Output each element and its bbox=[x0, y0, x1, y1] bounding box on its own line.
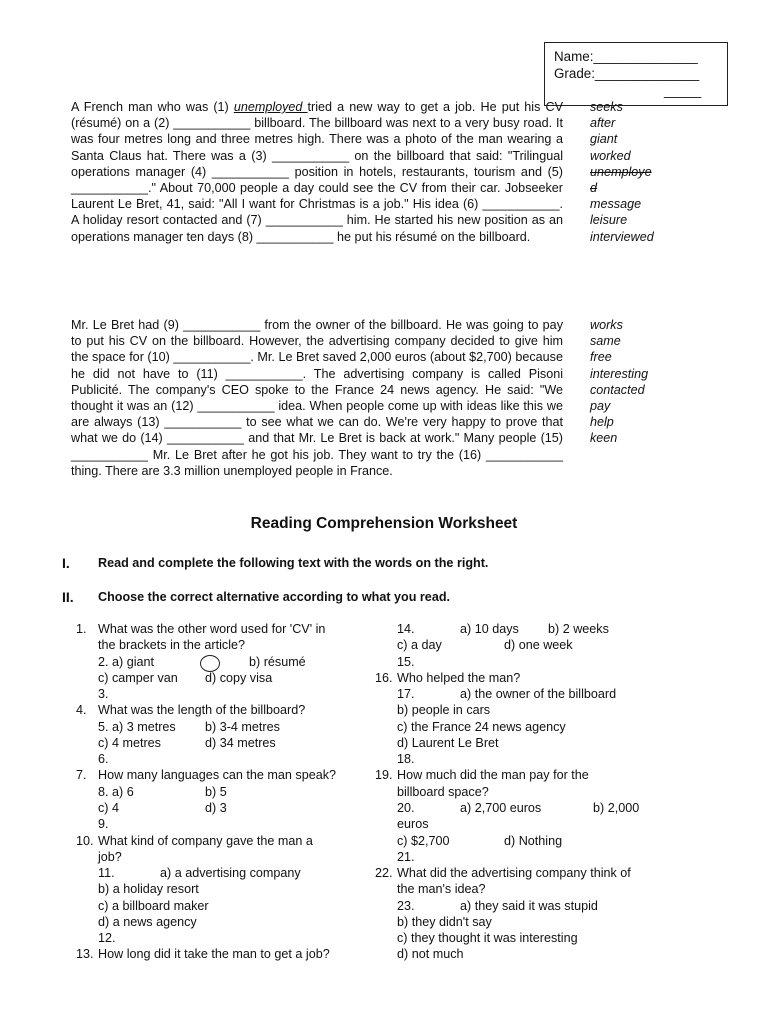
option: c) 4 bbox=[98, 801, 119, 815]
question-number: 13. bbox=[76, 947, 94, 961]
question-number: 18. bbox=[397, 752, 415, 766]
option: b) 2,000 bbox=[593, 801, 640, 815]
option: a) they said it was stupid bbox=[460, 899, 598, 913]
option: b) 5 bbox=[205, 785, 227, 799]
question-number: 22. bbox=[375, 866, 393, 880]
word-list-1-item: leisure bbox=[590, 213, 628, 228]
blank-1-answer: unemployed bbox=[233, 100, 308, 114]
option: c) a billboard maker bbox=[98, 899, 209, 913]
word-list-1-item: seeks bbox=[590, 100, 623, 114]
question-number: 6. bbox=[98, 752, 109, 766]
question-text: job? bbox=[98, 850, 122, 864]
word-list-1-item: message bbox=[590, 197, 642, 212]
question-number: 12. bbox=[98, 931, 116, 945]
option: d) one week bbox=[504, 638, 573, 652]
extra-line: _____ bbox=[664, 83, 702, 98]
passage-2: Mr. Le Bret had (9) ___________ from the owner of the billboard. He was going to pay to put his CV on the billboard. However, the advertising company decided to give him the space for (10) ___________. Mr. Le Bret saved 2,000 euros (about $2,700) because he did not have to (11) ___________. The advertising company is called Pisoni Publicité. The company's CEO spoke to the France 24 news agency. He said: "We thought it was an (12) ___________ idea. When people come up with ideas like this we are always (13) ___________ to see what we can do. We're very happy to prove that what we do (14) ___________ and that Mr. Le Bret is back at work." Many people (15) ___________ Mr. Le Bret after he got his job. They want to try the (16) ___________ thing. There are 3.3 million unemployed people in France. bbox=[71, 318, 563, 478]
passage-1 bbox=[71, 99, 563, 245]
option: euros bbox=[397, 817, 429, 831]
word-list-2-item: pay bbox=[590, 399, 611, 414]
question-number: 15. bbox=[397, 655, 415, 669]
question-text: How many languages can the man speak? bbox=[98, 768, 337, 782]
question-text: What was the other word used for 'CV' in bbox=[98, 622, 326, 636]
section-1-number: I. bbox=[62, 555, 70, 571]
question-text: How long did it take the man to get a job? bbox=[98, 947, 330, 961]
section-2-instruction: Choose the correct alternative according to what you read. bbox=[98, 590, 451, 604]
question-number: 7. bbox=[76, 768, 87, 782]
option: d) 3 bbox=[205, 801, 227, 815]
question-text: How much did the man pay for the bbox=[397, 768, 589, 782]
option: b) 2 weeks bbox=[548, 622, 609, 636]
question-text: the man's idea? bbox=[397, 882, 486, 896]
name-field[interactable]: Name:______________ bbox=[554, 49, 698, 64]
option: c) they thought it was interesting bbox=[397, 931, 578, 945]
option: c) 4 metres bbox=[98, 736, 161, 750]
option: c) $2,700 bbox=[397, 834, 450, 848]
question-number: 14. bbox=[397, 622, 415, 636]
passage-1-pre: A French man who was (1) bbox=[71, 100, 234, 114]
word-list-1-item-crossed: unemploye bbox=[590, 164, 652, 179]
grade-field[interactable]: Grade:______________ bbox=[554, 66, 700, 81]
question-text: billboard space? bbox=[397, 785, 489, 799]
question-number: 21. bbox=[397, 850, 415, 864]
name-grade-box bbox=[544, 42, 728, 106]
word-list-2-item: works bbox=[590, 318, 623, 332]
word-list-2-item: free bbox=[590, 350, 612, 365]
option: c) camper van bbox=[98, 671, 178, 685]
word-list-2-item: help bbox=[590, 415, 614, 430]
passage-1-post: tried a new way to get a job. He put his CV (résumé) on a (2) ___________ billboard. The billboard was next to a very busy road. It was four metres long and three metres high. There was a photo of the man wearing a Santa Claus hat. There was a (3) ___________ on the billboard that said: "Trilingual operations manager (4) ___________ position in hotels, restaurants, tourism and (5) ___________." About 70,000 people a day could see the CV from their car. Jobseeker Laurent Le Bret, 41, said: "All I want for Christmas is a job." His idea (6) ___________. A holiday resort contacted and (7) ___________ him. He started his new position as an operations manager ten days (8) ___________ he put his résumé on the billboard. bbox=[71, 100, 563, 244]
worksheet-title: Reading Comprehension Worksheet bbox=[250, 515, 518, 532]
question-number: 10. bbox=[76, 834, 94, 848]
option: d) copy visa bbox=[205, 671, 273, 685]
question-text: Who helped the man? bbox=[397, 671, 521, 685]
word-list-1-item-crossed: d bbox=[590, 181, 598, 196]
question-number: 3. bbox=[98, 687, 109, 701]
word-list-1-item: worked bbox=[590, 148, 631, 163]
option: c) a day bbox=[397, 638, 442, 652]
question-number: 23. bbox=[397, 899, 415, 913]
question-number: 4. bbox=[76, 703, 87, 717]
word-list-2-item: interesting bbox=[590, 366, 649, 381]
option: d) not much bbox=[397, 947, 464, 961]
question-number: 11. bbox=[98, 866, 115, 880]
question-number: 20. bbox=[397, 801, 415, 815]
option: d) a news agency bbox=[98, 915, 197, 929]
option: b) résumé bbox=[249, 655, 306, 669]
question-number: 17. bbox=[397, 687, 415, 701]
option: 5. a) 3 metres bbox=[98, 720, 176, 734]
option: b) 3-4 metres bbox=[205, 720, 280, 734]
question-text: the brackets in the article? bbox=[98, 638, 246, 652]
option: d) 34 metres bbox=[205, 736, 276, 750]
question-number: 9. bbox=[98, 817, 109, 831]
word-list-1-item: interviewed bbox=[590, 229, 654, 244]
option: b) people in cars bbox=[397, 703, 491, 717]
option: d) Laurent Le Bret bbox=[397, 736, 499, 750]
option: a) the owner of the billboard bbox=[460, 687, 617, 701]
option: b) a holiday resort bbox=[98, 882, 199, 896]
section-1-instruction: Read and complete the following text with the words on the right. bbox=[98, 556, 489, 570]
option: a) 10 days bbox=[460, 622, 519, 636]
word-list-2-item: keen bbox=[590, 431, 618, 446]
section-2-number: II. bbox=[62, 589, 74, 605]
option: c) the France 24 news agency bbox=[397, 720, 566, 734]
option: 8. a) 6 bbox=[98, 785, 134, 799]
option: 2. a) giant bbox=[98, 655, 155, 669]
word-list-1 bbox=[590, 99, 654, 245]
option: b) they didn't say bbox=[397, 915, 492, 929]
word-list-2 bbox=[590, 317, 648, 447]
question-number: 1. bbox=[76, 622, 87, 636]
question-number: 16. bbox=[375, 671, 393, 685]
question-number: 19. bbox=[375, 768, 393, 782]
word-list-2-item: same bbox=[590, 334, 621, 349]
question-text: What kind of company gave the man a bbox=[98, 834, 313, 848]
word-list-1-item: giant bbox=[590, 132, 618, 147]
option: a) a advertising company bbox=[160, 866, 301, 880]
word-list-1-item: after bbox=[590, 116, 616, 131]
option: a) 2,700 euros bbox=[460, 801, 542, 815]
question-text: What did the advertising company think of bbox=[397, 866, 631, 880]
question-text: What was the length of the billboard? bbox=[98, 703, 306, 717]
word-list-2-item: contacted bbox=[590, 382, 645, 397]
option: d) Nothing bbox=[504, 834, 563, 848]
